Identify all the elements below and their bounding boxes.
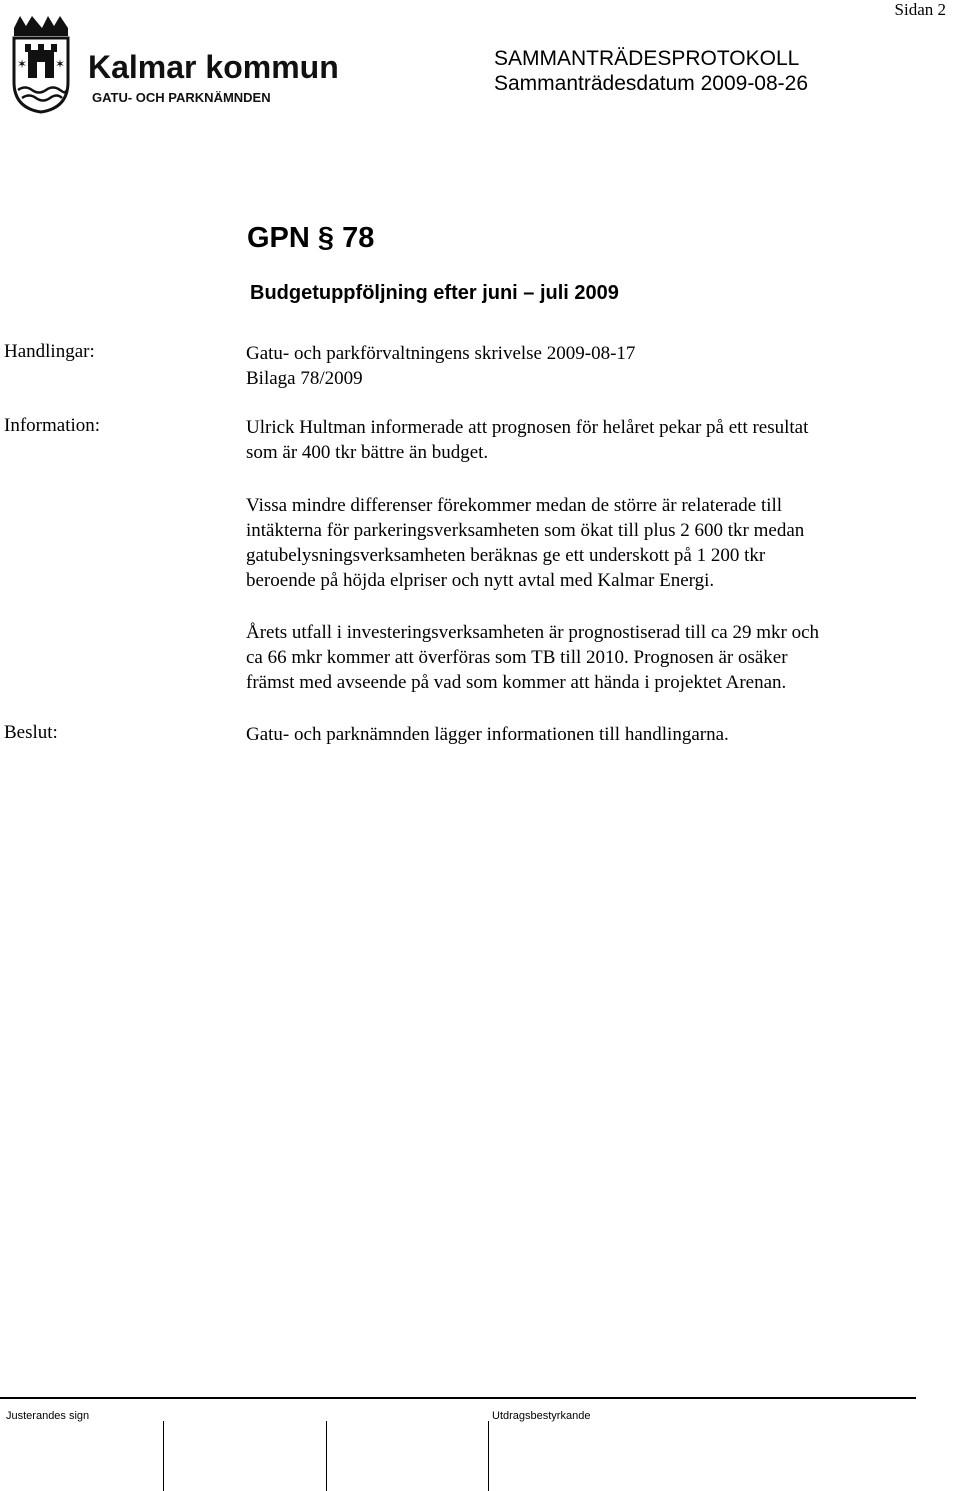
utdragsbestyrkande-label: Utdragsbestyrkande bbox=[492, 1410, 591, 1422]
paragraph-line: ca 66 mkr kommer att överföras som TB till 2010. Prognosen är osäker bbox=[246, 647, 788, 668]
handlingar-line: Gatu- och parkförvaltningens skrivelse 2009-08-17 bbox=[246, 343, 636, 364]
svg-text:✶: ✶ bbox=[55, 57, 66, 71]
signature-box-divider bbox=[163, 1421, 164, 1491]
logo-name: Kalmar kommun bbox=[88, 49, 339, 85]
paragraph-line: Årets utfall i investeringsverksamheten är prognostiserad till ca 29 mkr och bbox=[246, 622, 820, 643]
paragraph-line: gatubelysningsverksamheten beräknas ge ett underskott på 1 200 tkr bbox=[246, 545, 766, 566]
paragraph-line: Vissa mindre differenser förekommer medan de större är relaterade till bbox=[246, 495, 783, 516]
logo-department: GATU- OCH PARKNÄMNDEN bbox=[92, 90, 271, 105]
protocol-title: SAMMANTRÄDESPROTOKOLL bbox=[494, 47, 800, 70]
justerandes-sign-label: Justerandes sign bbox=[6, 1410, 90, 1422]
information-paragraph-investments bbox=[246, 620, 946, 695]
handlingar-text bbox=[246, 341, 946, 391]
protocol-header bbox=[494, 46, 808, 96]
handlingar-label: Handlingar: bbox=[4, 341, 95, 362]
information-line: Ulrick Hultman informerade att prognosen för helåret pekar på ett resultat bbox=[246, 417, 809, 438]
information-text bbox=[246, 415, 946, 465]
beslut-text: Gatu- och parknämnden lägger informationen till handlingarna. bbox=[246, 724, 729, 745]
signature-box-divider bbox=[326, 1421, 327, 1491]
case-number: GPN § 78 bbox=[247, 222, 375, 254]
information-label: Information: bbox=[4, 415, 101, 436]
page-number: Sidan 2 bbox=[894, 0, 946, 19]
kalmar-kommun-logo bbox=[8, 10, 348, 114]
paragraph-line: intäkterna för parkeringsverksamheten som ökat till plus 2 600 tkr medan bbox=[246, 520, 805, 541]
meeting-date: Sammanträdesdatum 2009-08-26 bbox=[494, 72, 809, 95]
coat-of-arms-icon bbox=[8, 10, 348, 114]
information-line: som är 400 tkr bättre än budget. bbox=[246, 442, 489, 463]
paragraph-line: främst med avseende på vad som kommer att hända i projektet Arenan. bbox=[246, 672, 787, 693]
case-subject: Budgetuppföljning efter juni – juli 2009 bbox=[250, 282, 619, 304]
information-paragraph-differences bbox=[246, 493, 946, 593]
svg-text:✶: ✶ bbox=[17, 57, 28, 71]
beslut-label: Beslut: bbox=[4, 722, 58, 743]
footer-divider bbox=[0, 1397, 916, 1399]
signature-box-divider bbox=[488, 1421, 489, 1491]
paragraph-line: beroende på höjda elpriser och nytt avtal med Kalmar Energi. bbox=[246, 570, 715, 591]
handlingar-line: Bilaga 78/2009 bbox=[246, 368, 363, 389]
